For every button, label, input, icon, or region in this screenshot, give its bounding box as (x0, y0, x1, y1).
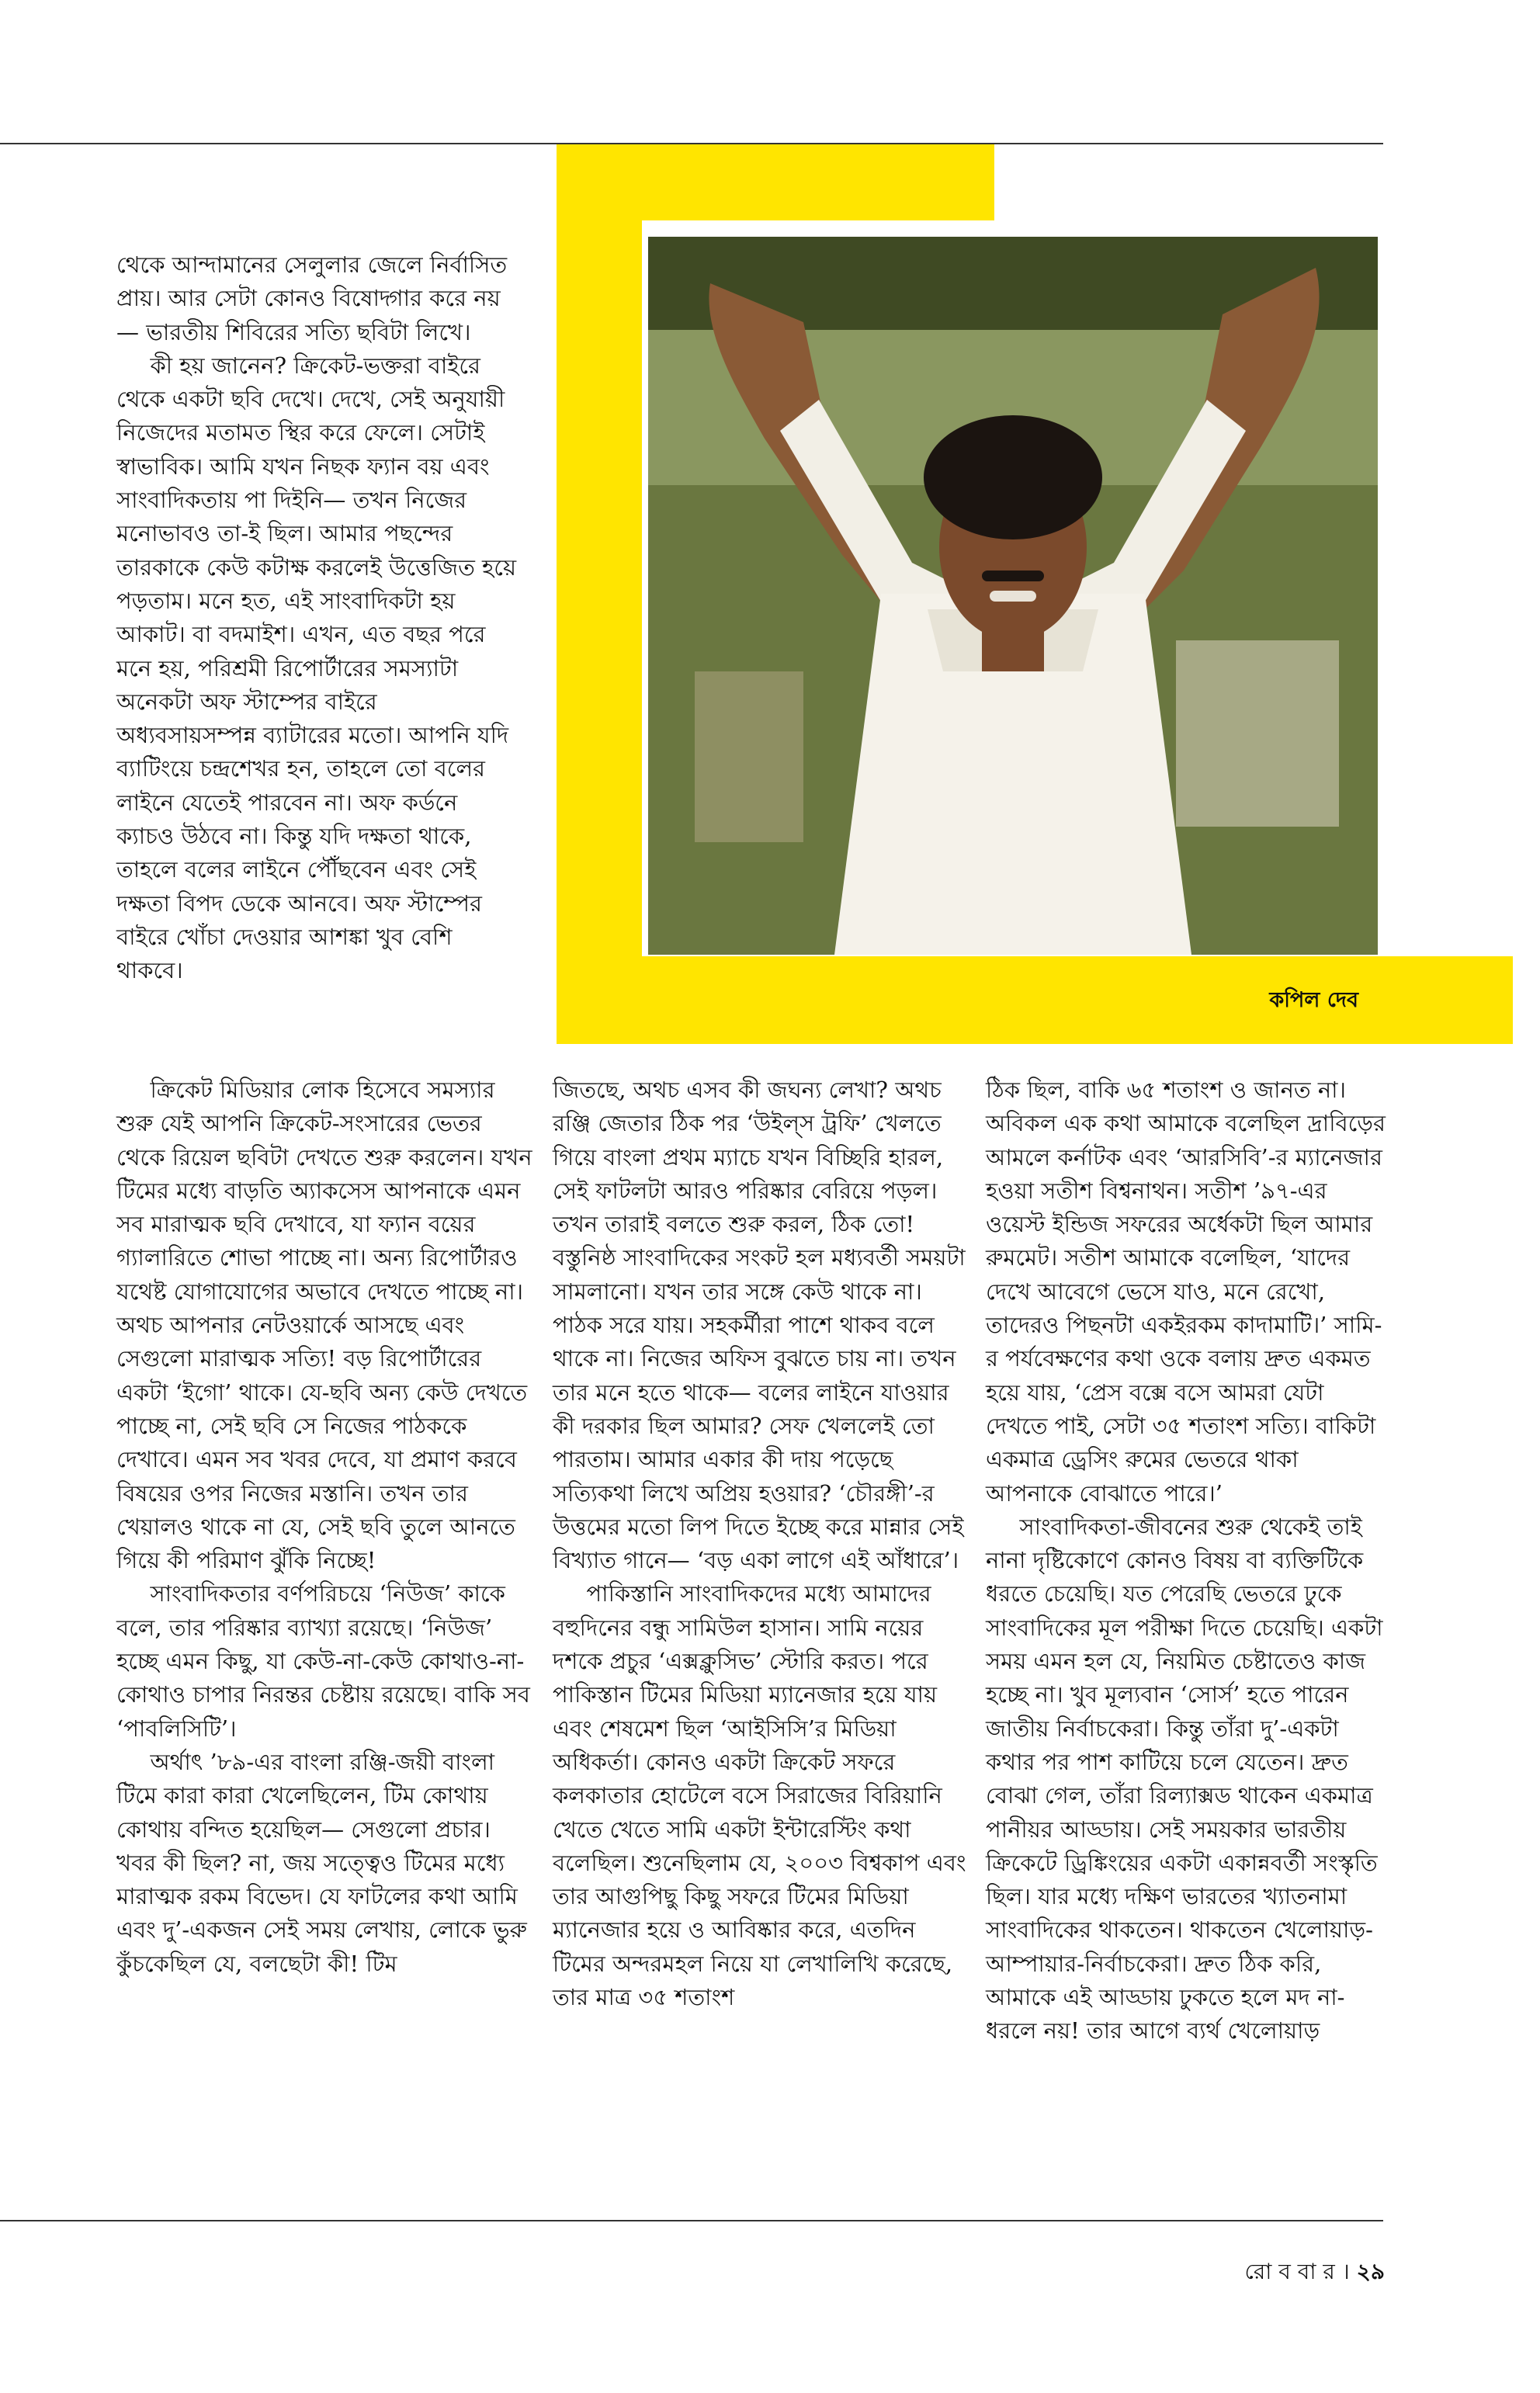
paragraph: পাকিস্তানি সাংবাদিকদের মধ্যে আমাদের বহুদিনের বন্ধু সামিউল হাসান। সামি নয়ের দশকে প্রচুর ‘এক্সক্লুসিভ’ স্টোরি করত। পরে পাকিস্তান টিমের মিডিয়া ম্যানেজার হয়ে যায় এবং শেষমেশ ছিল ‘আইসিসি’র মিডিয়া অধিকর্তা। কোনও একটা ক্রিকেট সফরে কলকাতার হোটেলে বসে সিরাজের বিরিয়ানি খেতে খেতে সামি একটা ইন্টারেস্টিং কথা বলেছিল। শুনেছিলাম যে, ২০০৩ বিশ্বকাপ এবং তার আগুপিছু কিছু সফরে টিমের মিডিয়া ম্যানেজার হয়ে ও আবিষ্কার করে, এতদিন টিমের অন্দরমহল নিয়ে যা লেখালিখি করেছে, তার মাত্র ৩৫ শতাংশ (553, 1580, 966, 2011)
yellow-accent-left (557, 217, 642, 1044)
photo-caption: কপিল দেব (1269, 988, 1358, 1012)
paragraph: অর্থাৎ ’৮৯-এর বাংলা রঞ্জি-জয়ী বাংলা টিমে কারা কারা খেলেছিলেন, টিম কোথায় কোথায় বন্দিত হয়েছিল— সেগুলো প্রচার। খবর কী ছিল? না, জয় সত্ত্বেও টিমের মধ্যে মারাত্মক রকম বিভেদ। যে ফাটলের কথা আমি এবং দু’-একজন সেই সময় লেখায়, লোকে ভুরু কুঁচকেছিল যে, বলছেটা কী! টিম (116, 1748, 527, 1977)
paragraph: ক্রিকেট মিডিয়ার লোক হিসেবে সমস্যার শুরু যেই আপনি ক্রিকেট-সংসারের ভেতর থেকে রিয়েল ছবিটা দেখতে শুরু করলেন। যখন টিমের মধ্যে বাড়তি অ্যাকসেস আপনাকে এমন সব মারাত্মক ছবি দেখাবে, যা ফ্যান বয়ের গ্যালারিতে শোভা পাচ্ছে না। অন্য রিপোর্টারও যথেষ্ট যোগাযোগের অভাবে দেখতে পাচ্ছে না। অথচ আপনার নেটওয়ার্কে আসছে এবং সেগুলো মারাত্মক সত্যি! বড় রিপোর্টারের একটা ‘ইগো’ থাকে। যে-ছবি অন্য কেউ দেখতে পাচ্ছে না, সেই ছবি সে নিজের পাঠককে দেখাবে। এমন সব খবর দেবে, যা প্রমাণ করবে বিষয়ের ওপর নিজের মস্তানি। তখন তার খেয়ালও থাকে না যে, সেই ছবি তুলে আনতে গিয়ে কী পরিমাণ ঝুঁকি নিচ্ছে! (116, 1077, 532, 1574)
column-3 (986, 1073, 1389, 2048)
paragraph: থেকে আন্দামানের সেলুলার জেলে নির্বাসিত প্রায়। আর সেটা কোনও বিষোদ্গার করে নয়— ভারতীয় শিবিরের সত্যি ছবিটা লিখে। (116, 251, 508, 345)
column-1-top (116, 248, 520, 988)
column-1-bottom (116, 1073, 536, 1981)
paragraph: সাংবাদিকতার বর্ণপরিচয়ে ‘নিউজ’ কাকে বলে, তার পরিষ্কার ব্যাখ্যা রয়েছে। ‘নিউজ’ হচ্ছে এমন কিছু, যা কেউ-না-কেউ কোথাও-না-কোথাও চাপার নিরন্তর চেষ্টায় রয়েছে। বাকি সব ‘পাবলিসিটি’। (116, 1580, 530, 1742)
paragraph: কী হয় জানেন? ক্রিকেট-ভক্তরা বাইরে থেকে একটা ছবি দেখে। দেখে, সেই অনুযায়ী নিজেদের মতামত স্থির করে ফেলে। সেটাই স্বাভাবিক। আমি যখন নিছক ফ্যান বয় এবং সাংবাদিকতায় পা দিইনি— তখন নিজের মনোভাবও তা-ই ছিল। আমার পছন্দের তারকাকে কেউ কটাক্ষ করলেই উত্তেজিত হয়ে পড়তাম। মনে হত, এই সাংবাদিকটা হয় আকাট। বা বদমাইশ। এখন, এত বছর পরে মনে হয়, পরিশ্রমী রিপোর্টারের সমস্যাটা অনেকটা অফ স্টাম্পের বাইরে অধ্যবসায়সম্পন্ন ব্যাটারের মতো। আপনি যদি ব্যাটিংয়ে চন্দ্রশেখর হন, তাহলে তো বলের লাইনে যেতেই পারবেন না। অফ কর্ডনে ক্যাচও উঠবে না। কিন্তু যদি দক্ষতা থাকে, তাহলে বলের লাইনে পৌঁছবেন এবং সেই দক্ষতা বিপদ ডেকে আনবে। অফ স্টাম্পের বাইরে খোঁচা দেওয়ার আশঙ্কা খুব বেশি থাকবে। (116, 352, 517, 984)
footer-separator: । (1341, 2259, 1350, 2284)
paragraph: সাংবাদিকতা-জীবনের শুরু থেকেই তাই নানা দৃষ্টিকোণে কোনও বিষয় বা ব্যক্তিটিকে ধরতে চেয়েছি। যত পেরেছি ভেতরে ঢুকে সাংবাদিকের মূল পরীক্ষা দিতে চেয়েছি। একটা সময় এমন হল যে, নিয়মিত চেষ্টাতেও কাজ হচ্ছে না। খুব মূল্যবান ‘সোর্স’ হতে পারেন জাতীয় নির্বাচকেরা। কিন্তু তাঁরা দু’-একটা কথার পর পাশ কাটিয়ে চলে যেতেন। দ্রুত বোঝা গেল, তাঁরা রিল্যাক্সড থাকেন একমাত্র পানীয়র আড্ডায়। সেই সময়কার ভারতীয় ক্রিকেটে ড্রিঙ্কিংয়ের একটা একান্নবর্তী সংস্কৃতি ছিল। যার মধ্যে দক্ষিণ ভারতের খ্যাতনামা সাংবাদিকের থাকতেন। থাকতেন খেলোয়াড়-আম্পায়ার-নির্বাচকেরা। দ্রুত ঠিক করি, আমাকে এই আড্ডায় ঢুকতে হলে মদ না-ধরলে নয়! তার আগে ব্যর্থ খেলোয়াড় (986, 1513, 1383, 2044)
photo-illustration (648, 237, 1378, 955)
kapil-dev-photo (648, 237, 1378, 955)
paragraph: ঠিক ছিল, বাকি ৬৫ শতাংশ ও জানত না। অবিকল এক কথা আমাকে বলেছিল দ্রাবিড়ের আমলে কর্নাটক এবং ‘আরসিবি’-র ম্যানেজার হওয়া সতীশ বিশ্বনাথন। সতীশ ’৯৭-এর ওয়েস্ট ইন্ডিজ সফরের অর্ধেকটা ছিল আমার রুমমেট। সতীশ আমাকে বলেছিল, ‘যাদের দেখে আবেগে ভেসে যাও, মনে রেখো, তাদেরও পিছনটা একইরকম কাদামাটি।’ সামি-র পর্যবেক্ষণের কথা ওকে বলায় দ্রুত একমত হয়ে যায়, ‘প্রেস বক্সে বসে আমরা যেটা দেখতে পাই, সেটা ৩৫ শতাংশ সত্যি। বাকিটা একমাত্র ড্রেসিং রুমের ভেতরে থাকা আপনাকে বোঝাতে পারে।’ (986, 1077, 1386, 1507)
column-2 (553, 1073, 972, 2014)
magazine-name: রো ব বা র (1244, 2259, 1335, 2284)
yellow-caption-band (557, 956, 1513, 1044)
bottom-rule (0, 2220, 1383, 2221)
yellow-accent-top (557, 144, 994, 220)
page-number: ২৯ (1356, 2259, 1385, 2284)
page-footer (1245, 2255, 1385, 2291)
paragraph: জিতছে, অথচ এসব কী জঘন্য লেখা? অথচ রঞ্জি জেতার ঠিক পর ‘উইল্‌স ট্রফি’ খেলতে গিয়ে বাংলা প্রথম ম্যাচে যখন বিচ্ছিরি হারল, সেই ফাটলটা আরও পরিষ্কার বেরিয়ে পড়ল। তখন তারাই বলতে শুরু করল, ঠিক তো! বস্তুনিষ্ঠ সাংবাদিকের সংকট হল মধ্যবর্তী সময়টা সামলানো। যখন তার সঙ্গে কেউ থাকে না। পাঠক সরে যায়। সহকর্মীরা পাশে থাকব বলে থাকে না। নিজের অফিস বুঝতে চায় না। তখন তার মনে হতে থাকে— বলের লাইনে যাওয়ার কী দরকার ছিল আমার? সেফ খেললেই তো পারতাম। আমার একার কী দায় পড়েছে সত্যিকথা লিখে অপ্রিয় হওয়ার? ‘চৌরঙ্গী’-র উত্তমের মতো লিপ দিতে ইচ্ছে করে মান্নার সেই বিখ্যাত গানে— ‘বড় একা লাগে এই আঁধারে’। (553, 1077, 966, 1574)
